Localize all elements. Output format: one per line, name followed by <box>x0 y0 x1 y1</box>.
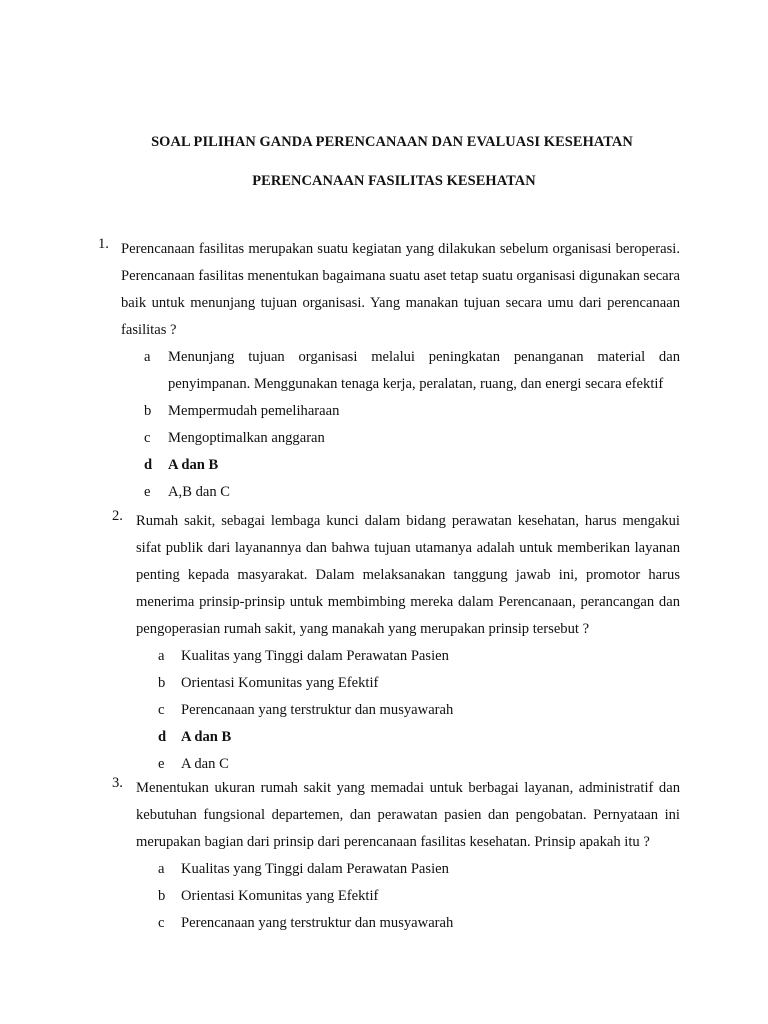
answer-option-c <box>158 697 680 724</box>
option-letter: b <box>144 403 152 419</box>
option-letter: e <box>144 484 151 500</box>
option-text: Orientasi Komunitas yang Efektif <box>181 888 379 904</box>
question-number: 1. <box>98 236 109 252</box>
option-text: Perencanaan yang terstruktur dan musyawarah <box>181 702 454 718</box>
question-text: Menentukan ukuran rumah sakit yang memadai untuk berbagai layanan, administratif dan kebutuhan fungsional departemen, dan perawatan pasien dan pengobatan. Pernyataan ini merupakan bagian dari prinsip dari perencanaan fasilitas kesehatan. Prinsip apakah itu ? <box>136 780 680 850</box>
answer-option-a <box>158 643 680 670</box>
question-number: 2. <box>112 508 123 524</box>
question-text: Perencanaan fasilitas merupakan suatu kegiatan yang dilakukan sebelum organisasi beroperasi. Perencanaan fasilitas menentukan bagaimana suatu aset tetap suatu organisasi digunakan secara baik untuk menunjang tujuan organisasi. Yang manakan tujuan secara umu dari perencanaan fasilitas ? <box>121 241 680 338</box>
document-title: SOAL PILIHAN GANDA PERENCANAAN DAN EVALUASI KESEHATAN <box>151 134 633 150</box>
option-text: Perencanaan yang terstruktur dan musyawarah <box>181 915 454 931</box>
document-subtitle: PERENCANAAN FASILITAS KESEHATAN <box>252 173 536 189</box>
option-text: Kualitas yang Tinggi dalam Perawatan Pasien <box>181 648 449 664</box>
question-2 <box>98 508 680 778</box>
option-letter: a <box>158 861 165 877</box>
option-letter: a <box>144 349 151 365</box>
option-text: A,B dan C <box>168 484 231 500</box>
answer-option-e <box>158 751 680 778</box>
answer-option-b <box>158 670 680 697</box>
answer-options <box>144 344 680 506</box>
answer-options <box>158 856 680 937</box>
option-letter: b <box>158 888 166 904</box>
answer-option-d-correct <box>158 724 680 751</box>
answer-option-c <box>158 910 680 937</box>
option-text: Menunjang tujuan organisasi melalui peningkatan penanganan material dan penyimpanan. Menggunakan tenaga kerja, peralatan, ruang, dan energi secara efektif <box>168 349 680 392</box>
option-text: A dan C <box>181 756 229 772</box>
question-text: Rumah sakit, sebagai lembaga kunci dalam bidang perawatan kesehatan, harus mengakui sifat publik dari layanannya dan bahwa tujuan utamanya adalah untuk memberikan layanan penting kepada masyarakat. Dalam melaksanakan tanggung jawab ini, promotor harus menerima prinsip-prinsip untuk membimbing mereka dalam Perencanaan, perancangan dan pengoperasian rumah sakit, yang manakah yang merupakan prinsip tersebut ? <box>136 513 680 637</box>
answer-option-a <box>158 856 680 883</box>
option-letter: a <box>158 648 165 664</box>
option-letter: c <box>144 430 151 446</box>
option-letter: d <box>144 457 153 473</box>
option-text: Orientasi Komunitas yang Efektif <box>181 675 379 691</box>
option-letter: e <box>158 756 165 772</box>
question-1 <box>98 236 680 506</box>
option-text: Kualitas yang Tinggi dalam Perawatan Pasien <box>181 861 449 877</box>
question-3 <box>98 775 680 937</box>
option-letter: c <box>158 702 165 718</box>
answer-option-e <box>144 479 680 506</box>
option-text: Mempermudah pemeliharaan <box>168 403 340 419</box>
answer-option-d-correct <box>144 452 680 479</box>
option-text: A dan B <box>181 729 232 745</box>
option-letter: c <box>158 915 165 931</box>
option-text: A dan B <box>168 457 219 473</box>
answer-option-b <box>144 398 680 425</box>
option-letter: b <box>158 675 166 691</box>
question-number: 3. <box>112 775 123 791</box>
answer-option-c <box>144 425 680 452</box>
answer-options <box>158 643 680 778</box>
option-letter: d <box>158 729 167 745</box>
option-text: Mengoptimalkan anggaran <box>168 430 325 446</box>
answer-option-a <box>144 344 680 398</box>
answer-option-b <box>158 883 680 910</box>
